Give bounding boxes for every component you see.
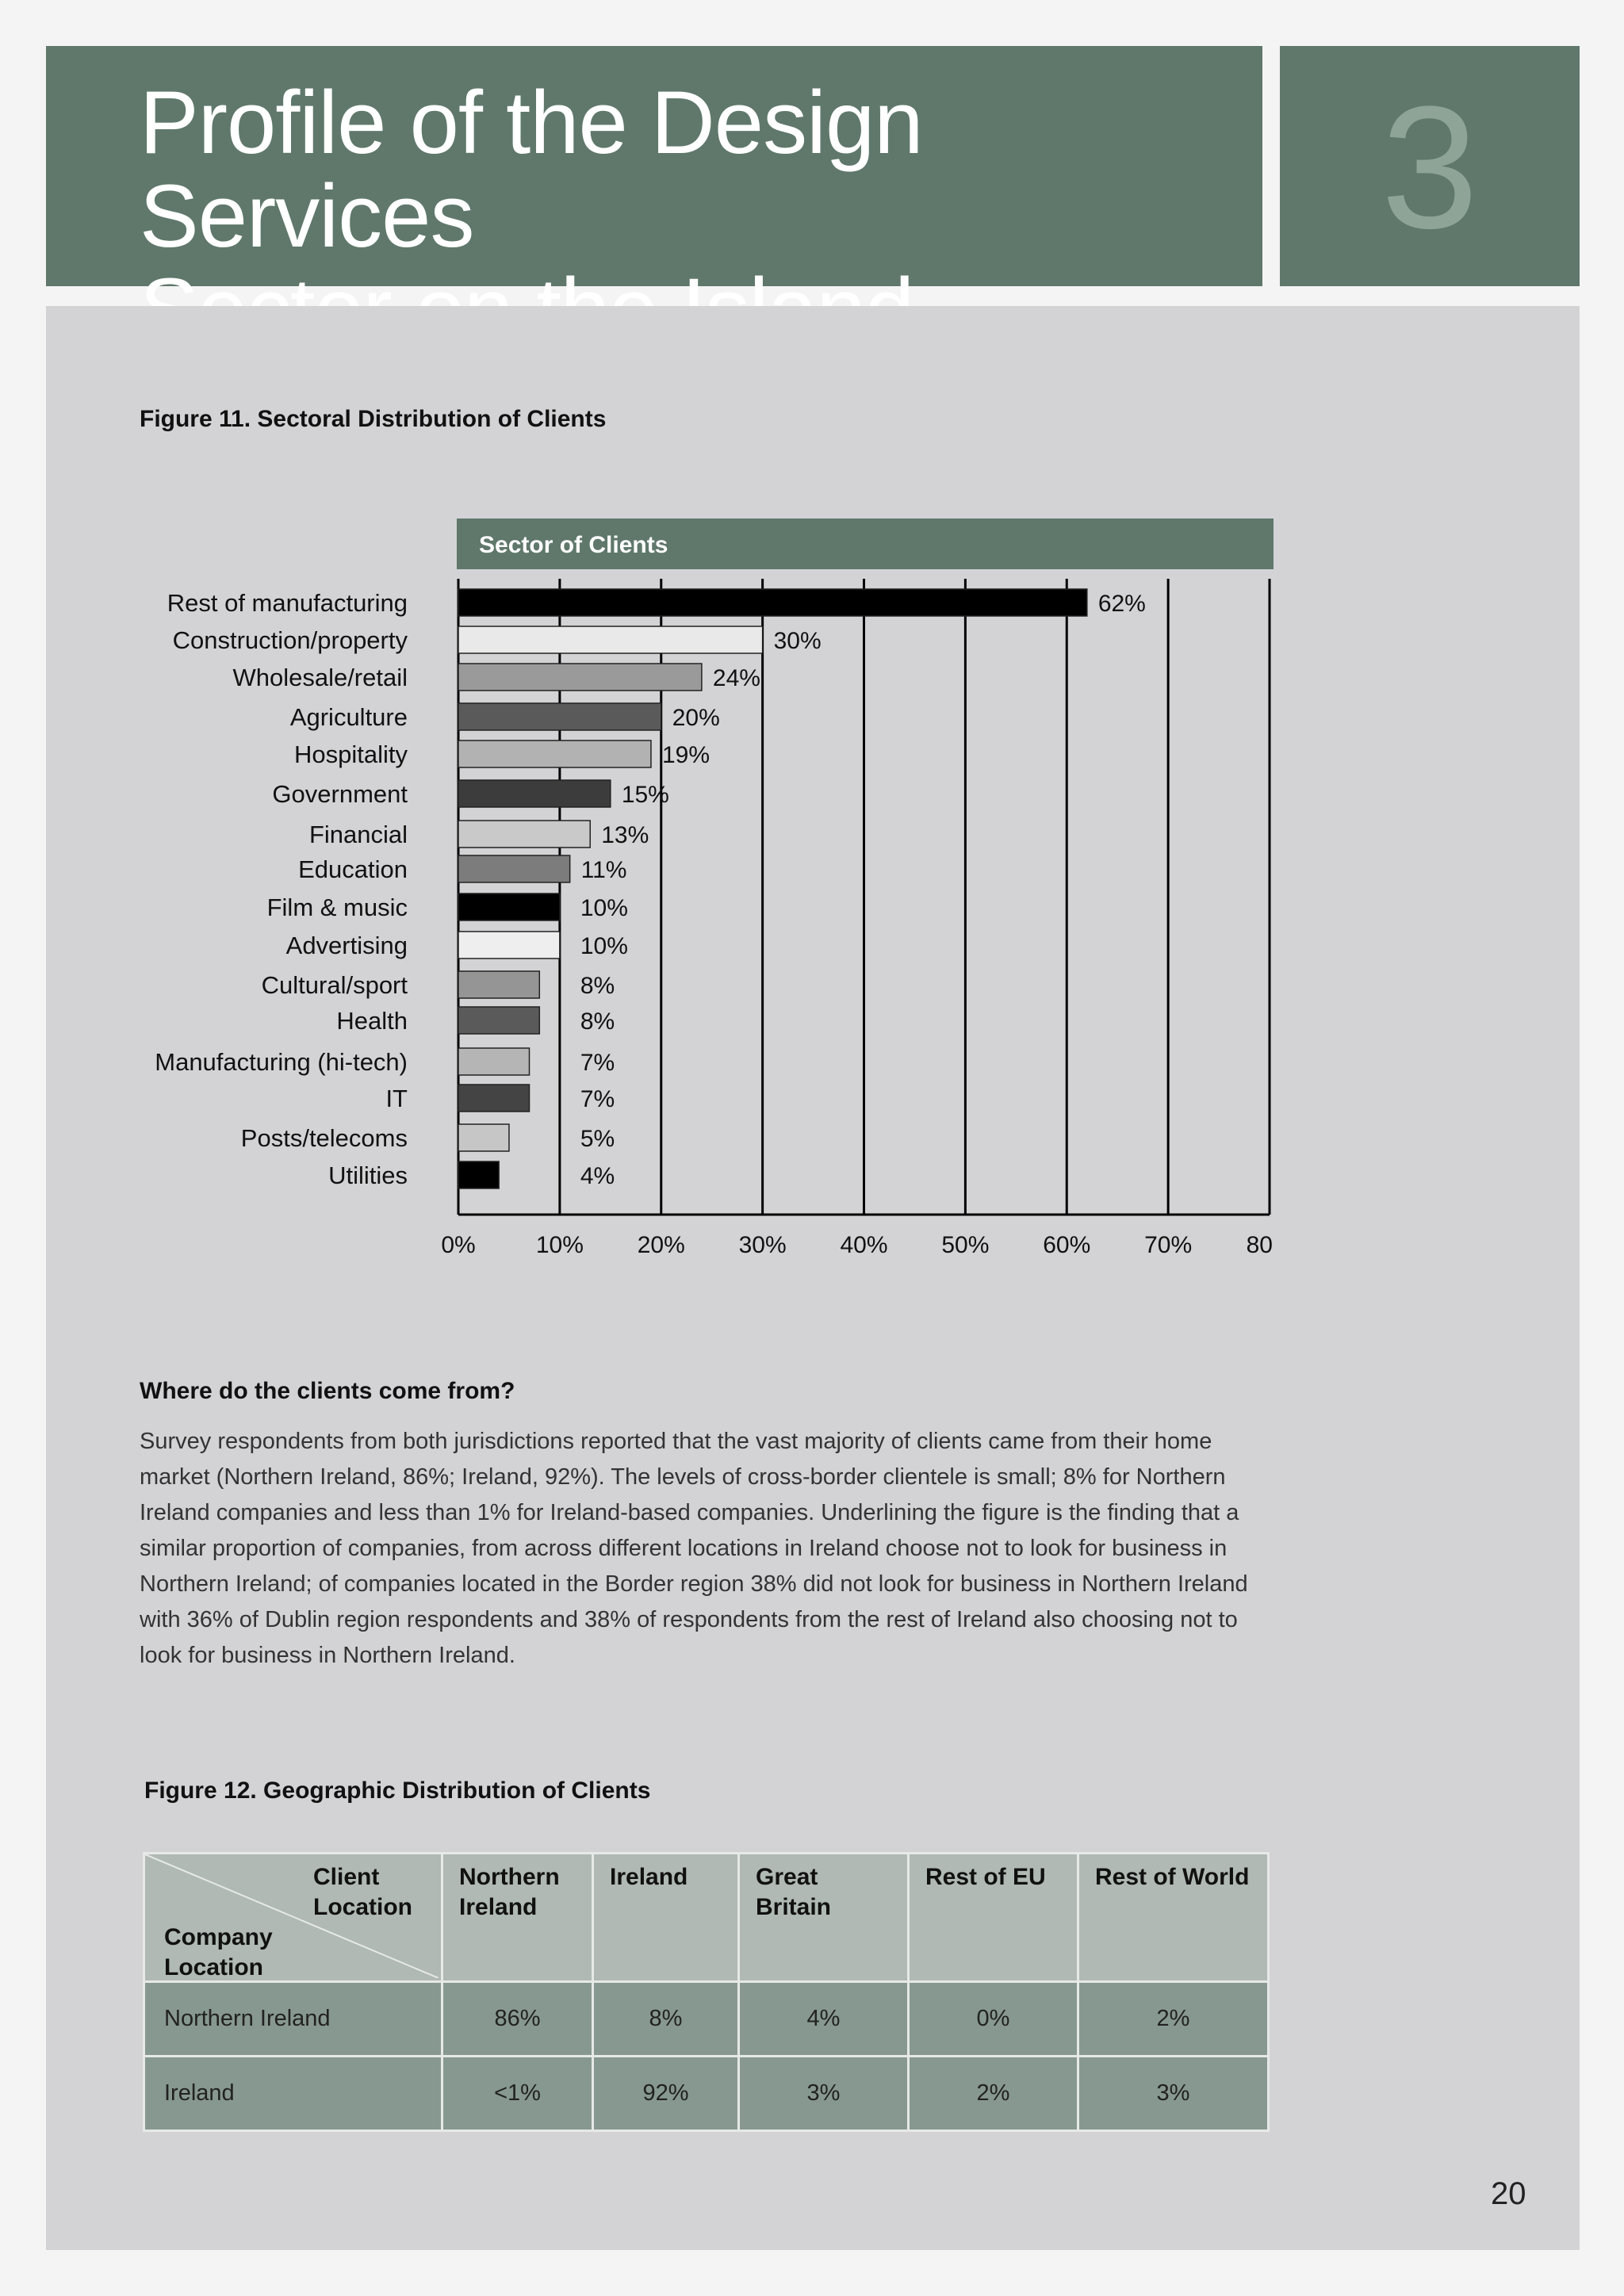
corner-company-location: Company Location bbox=[164, 1924, 273, 1980]
table-cell: 0% bbox=[909, 1982, 1078, 2057]
corner-client-location: Client Location bbox=[313, 1864, 412, 1920]
value-label: 8% bbox=[580, 973, 615, 999]
bar bbox=[458, 664, 702, 691]
category-label: Advertising bbox=[285, 932, 408, 959]
tick-label: 50% bbox=[941, 1232, 990, 1258]
page-title: Profile of the Design Services bbox=[140, 73, 923, 266]
category-label: Utilities bbox=[328, 1161, 408, 1189]
tick-label: 20% bbox=[637, 1232, 685, 1258]
table-cell: 4% bbox=[739, 1982, 909, 2057]
page-number: 20 bbox=[1491, 2176, 1526, 2211]
value-label: 10% bbox=[580, 895, 628, 921]
tick-label: 70% bbox=[1144, 1232, 1193, 1258]
category-label: Construction/property bbox=[172, 626, 408, 654]
column-header: Rest of EU bbox=[909, 1854, 1078, 1982]
category-label: Agriculture bbox=[289, 703, 408, 731]
table-cell: 86% bbox=[442, 1982, 593, 2057]
value-label: 10% bbox=[580, 933, 628, 959]
bar bbox=[458, 855, 570, 882]
geo-distribution-table bbox=[143, 1852, 1270, 2132]
bar bbox=[458, 932, 560, 959]
table-row bbox=[144, 1982, 1269, 2057]
tick-label: 0% bbox=[441, 1232, 476, 1258]
section-body: Survey respondents from both jurisdictions reported that the vast majority of clients came from their home market (Northern Ireland, 86%; Ireland, 92%). The levels of cross-border clientele is small; 8% for Northern Ireland companies and less than 1% for Ireland-based companies. Underlining the figure is the finding that a similar proportion of companies, from across different locations in Ireland choose not to look for business in Northern Ireland; of companies located in the Border region 38% did not look for business in Northern Ireland with 36% of Dublin region respondents and 38% of respondents from the rest of Ireland also choosing not to look for business in Northern Ireland. bbox=[140, 1429, 1248, 1668]
value-label: 4% bbox=[580, 1163, 615, 1189]
value-label: 11% bbox=[580, 857, 627, 883]
bar bbox=[458, 821, 590, 848]
category-label: Rest of manufacturing bbox=[167, 589, 408, 617]
bar bbox=[458, 1085, 530, 1112]
bar bbox=[458, 626, 763, 653]
bar bbox=[458, 589, 1087, 616]
table-cell: 8% bbox=[593, 1982, 739, 2057]
tick-label: 10% bbox=[535, 1232, 584, 1258]
table-cell: 2% bbox=[1078, 1982, 1269, 2057]
bar bbox=[458, 780, 611, 807]
table-cell: 3% bbox=[739, 2057, 909, 2131]
category-label: Manufacturing (hi-tech) bbox=[155, 1048, 408, 1076]
category-label: Film & music bbox=[266, 894, 408, 921]
bar bbox=[458, 740, 651, 767]
column-header: Great Britain bbox=[739, 1854, 909, 1982]
value-label: 15% bbox=[621, 782, 669, 808]
tick-label: 40% bbox=[840, 1232, 888, 1258]
bar bbox=[458, 1124, 509, 1151]
category-label: Wholesale/retail bbox=[232, 664, 408, 691]
bar bbox=[458, 894, 560, 920]
figure-12-title: Figure 12. Geographic Distribution of Clients bbox=[144, 1777, 651, 1804]
row-label: Northern Ireland bbox=[144, 1982, 442, 2057]
value-label: 7% bbox=[580, 1086, 615, 1112]
category-label: Government bbox=[272, 780, 408, 808]
bar bbox=[458, 1161, 499, 1188]
value-label: 62% bbox=[1097, 591, 1146, 617]
value-label: 24% bbox=[712, 665, 760, 691]
category-label: Education bbox=[298, 855, 408, 883]
table-cell: <1% bbox=[442, 2057, 593, 2131]
bar bbox=[458, 1048, 530, 1075]
bar bbox=[458, 1007, 539, 1034]
section-heading: Where do the clients come from? bbox=[140, 1378, 515, 1404]
tick-label: 80 bbox=[1246, 1232, 1273, 1258]
column-header: Ireland bbox=[593, 1854, 739, 1982]
category-label: Posts/telecoms bbox=[240, 1124, 408, 1152]
value-label: 5% bbox=[580, 1126, 615, 1152]
category-label: Financial bbox=[308, 821, 408, 848]
table-row bbox=[144, 2057, 1269, 2131]
value-label: 20% bbox=[672, 705, 720, 731]
value-label: 30% bbox=[773, 628, 822, 654]
tick-label: 60% bbox=[1043, 1232, 1091, 1258]
chart-title: Sector of Clients bbox=[479, 532, 668, 558]
value-label: 7% bbox=[580, 1050, 615, 1076]
tick-label: 30% bbox=[738, 1232, 787, 1258]
figure-11-title: Figure 11. Sectoral Distribution of Clients bbox=[140, 406, 607, 432]
value-label: 13% bbox=[601, 822, 649, 848]
column-header: Northern Ireland bbox=[442, 1854, 593, 1982]
bar bbox=[458, 971, 539, 998]
table-corner-cell bbox=[144, 1854, 442, 1982]
table-cell: 3% bbox=[1078, 2057, 1269, 2131]
table-cell: 92% bbox=[593, 2057, 739, 2131]
column-header: Rest of World bbox=[1078, 1854, 1269, 1982]
chapter-number: 3 bbox=[1381, 70, 1479, 265]
value-label: 8% bbox=[580, 1008, 615, 1035]
row-label: Ireland bbox=[144, 2057, 442, 2131]
category-label: Hospitality bbox=[294, 740, 408, 768]
category-label: Health bbox=[336, 1007, 408, 1035]
bar bbox=[458, 703, 661, 730]
category-label: IT bbox=[385, 1085, 408, 1112]
category-label: Cultural/sport bbox=[261, 971, 408, 999]
value-label: 19% bbox=[661, 742, 710, 768]
table-header-row bbox=[144, 1854, 1269, 1982]
table-cell: 2% bbox=[909, 2057, 1078, 2131]
